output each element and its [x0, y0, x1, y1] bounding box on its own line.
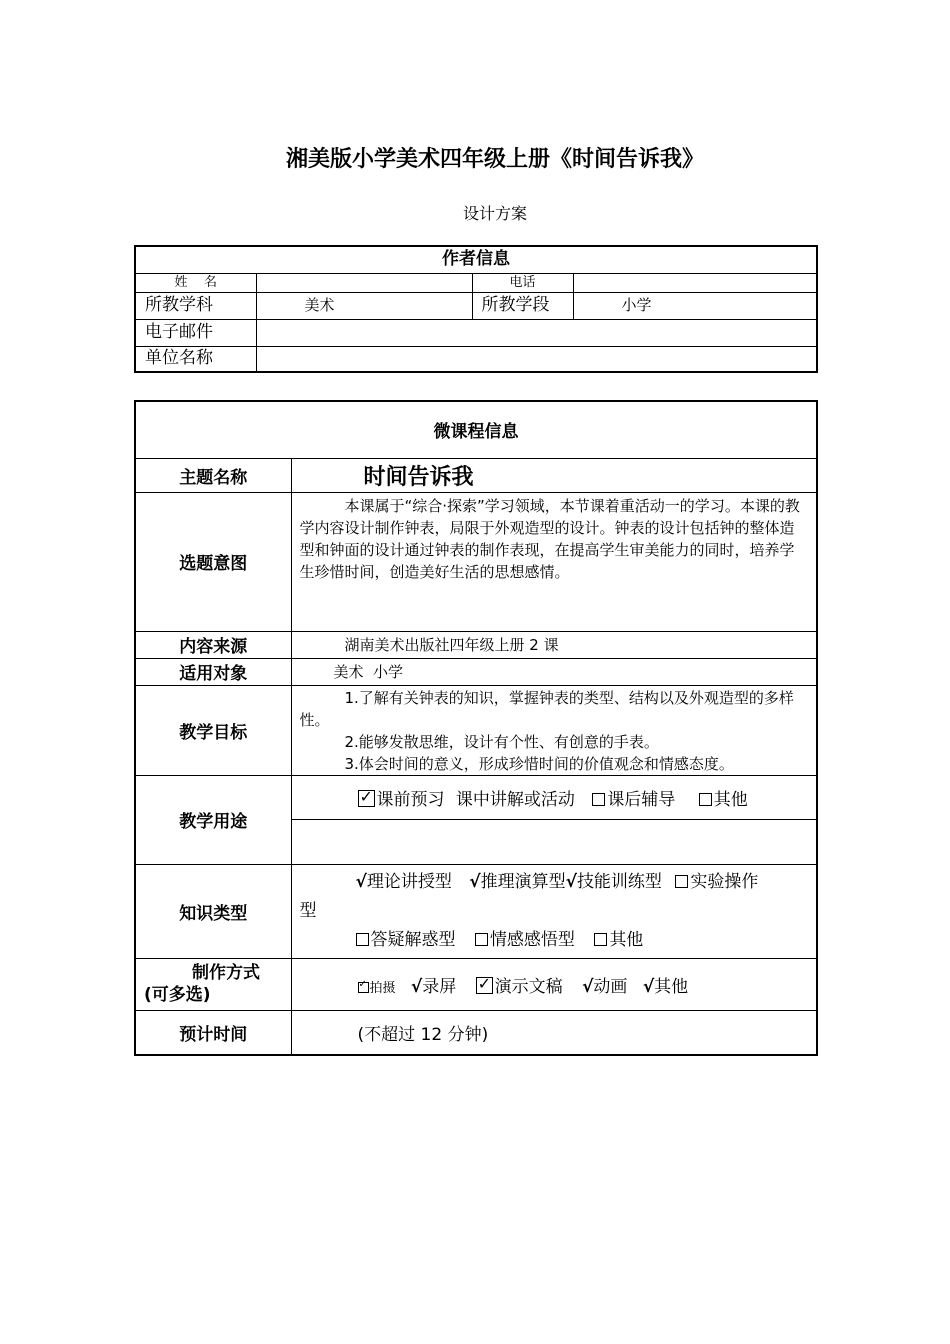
subject-value[interactable]: 美术 — [256, 292, 472, 319]
check-mark-icon: √ — [469, 871, 481, 892]
audience-value: 美术 小学 — [291, 658, 817, 685]
usage-after-class[interactable]: 课后辅导 — [607, 789, 676, 810]
checked-box-icon[interactable] — [358, 790, 375, 807]
small-checked-box-icon[interactable] — [358, 982, 369, 993]
source-value: 湖南美术出版社四年级上册 2 课 — [291, 631, 817, 658]
usage-label: 教学用途 — [135, 775, 291, 864]
knowledge-experiment-wrap: 型 — [299, 900, 317, 921]
production-label-line1: 制作方式 — [192, 963, 260, 983]
checked-box-icon[interactable] — [476, 977, 493, 994]
check-mark-icon: √ — [565, 871, 577, 892]
author-info-header: 作者信息 — [135, 246, 817, 273]
subject-label: 所教学科 — [135, 292, 256, 319]
goals-cell — [291, 685, 817, 775]
phone-label: 电话 — [472, 273, 573, 292]
intent-cell — [291, 492, 817, 631]
production-other[interactable]: 其他 — [654, 976, 689, 997]
usage-in-class[interactable]: 课中讲解或活动 — [455, 789, 575, 810]
intent-text: 本课属于“综合·探索”学习领域，本节课着重活动一的学习。本课的教学内容设计制作钟表，局限于外观造型的设计。钟表的设计包括钟的整体造型和钟面的设计通过钟表的制作表现，在提高学生审美能力的同时，培养学生珍惜时间，创造美好生活的思想感情。 — [299, 496, 800, 581]
check-mark-icon: √ — [355, 871, 367, 892]
goal-item-3: 3.体会时间的意义，形成珍惜时间的价值观念和情感态度。 — [344, 754, 734, 773]
unit-value[interactable] — [256, 346, 817, 372]
phone-value[interactable] — [573, 273, 817, 292]
document-subtitle: 设计方案 — [462, 204, 527, 223]
production-label — [135, 958, 291, 1010]
audience-label: 适用对象 — [135, 658, 291, 685]
knowledge-experiment[interactable]: 实验操作 — [690, 871, 759, 892]
knowledge-label: 知识类型 — [135, 864, 291, 958]
stage-label: 所教学段 — [472, 292, 573, 319]
goals-label: 教学目标 — [135, 685, 291, 775]
usage-other[interactable]: 其他 — [713, 789, 748, 810]
check-mark-icon: √ — [642, 976, 655, 997]
checkbox-icon[interactable] — [592, 793, 605, 806]
checkbox-icon[interactable] — [475, 933, 488, 946]
checkbox-icon[interactable] — [356, 933, 369, 946]
knowledge-reasoning[interactable]: 推理演算型 — [480, 871, 566, 892]
checkbox-icon[interactable] — [675, 875, 688, 888]
production-record[interactable]: 录屏 — [422, 976, 457, 997]
goal-item-1: 1.了解有关钟表的知识，掌握钟表的类型、结构以及外观造型的多样性。 — [299, 688, 794, 729]
email-value[interactable] — [256, 319, 817, 346]
topic-value: 时间告诉我 — [291, 458, 817, 492]
knowledge-emotion[interactable]: 情感感悟型 — [489, 929, 575, 950]
intent-label: 选题意图 — [135, 492, 291, 631]
knowledge-skill[interactable]: 技能训练型 — [576, 871, 662, 892]
checkbox-icon[interactable] — [699, 793, 712, 806]
usage-preview[interactable]: 课前预习 — [376, 789, 445, 810]
production-animation[interactable]: 动画 — [593, 976, 628, 997]
usage-empty-cell — [291, 819, 817, 864]
topic-label: 主题名称 — [135, 458, 291, 492]
course-info-table — [134, 400, 818, 1056]
knowledge-qa[interactable]: 答疑解惑型 — [370, 929, 456, 950]
usage-options — [291, 775, 817, 819]
time-value: (不超过 12 分钟) — [291, 1010, 817, 1055]
check-mark-icon: √ — [582, 976, 594, 997]
name-label: 姓 名 — [135, 273, 256, 292]
document-title: 湘美版小学美术四年级上册《时间告诉我》 — [285, 147, 704, 172]
email-label: 电子邮件 — [135, 319, 256, 346]
production-options — [291, 958, 817, 1010]
source-label: 内容来源 — [135, 631, 291, 658]
unit-label: 单位名称 — [135, 346, 256, 372]
author-info-table — [134, 245, 818, 373]
checkbox-icon[interactable] — [594, 933, 607, 946]
production-label-line2: (可多选) — [144, 985, 211, 1005]
check-mark-icon: √ — [410, 976, 423, 997]
production-shoot[interactable]: 拍摄 — [369, 980, 396, 996]
knowledge-options — [291, 864, 817, 958]
time-label: 预计时间 — [135, 1010, 291, 1055]
knowledge-theory[interactable]: 理论讲授型 — [366, 871, 452, 892]
course-info-header: 微课程信息 — [135, 401, 817, 458]
goal-item-2: 2.能够发散思维，设计有个性、有创意的手表。 — [344, 732, 659, 751]
name-value[interactable] — [256, 273, 472, 292]
production-slides[interactable]: 演示文稿 — [494, 976, 563, 997]
knowledge-other[interactable]: 其他 — [609, 929, 644, 950]
stage-value[interactable]: 小学 — [573, 292, 817, 319]
